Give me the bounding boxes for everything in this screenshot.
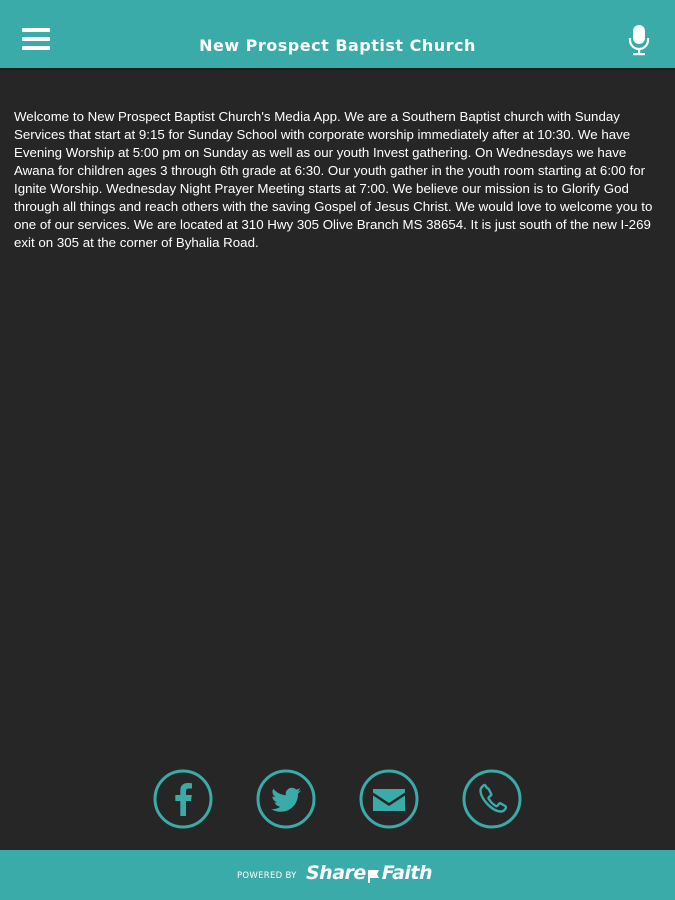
page-title: New Prospect Baptist Church: [199, 36, 476, 55]
footer-bar: [0, 850, 675, 900]
facebook-icon[interactable]: [153, 769, 213, 829]
powered-by-label: POWERED BY: [237, 871, 297, 881]
twitter-icon[interactable]: [256, 769, 316, 829]
email-icon[interactable]: [359, 769, 419, 829]
welcome-text: Welcome to New Prospect Baptist Church's Media App. We are a Southern Baptist church with Sunday Services that start at 9:15 for Sunday School with corporate worship immediately after at 10:30. We have Evening Worship at 5:00 pm on Sunday as well as our youth Invest gathering. On Wednesdays we have Awana for children ages 3 through 6th grade at 6:30. Our youth gather in the youth room starting at 6:00 for Ignite Worship. Wednesday Night Prayer Meeting starts at 7:00. We believe our mission is to Glorify God through all things and reach others with the saving Gospel of Jesus Christ. We would love to welcome you to one of our services. We are located at 310 Hwy 305 Olive Branch MS 38654. It is just south of the new I-269 exit on 305 at the corner of Byhalia Road.: [14, 109, 653, 250]
top-app-bar: [0, 0, 675, 70]
brand-share-text: Share: [306, 862, 366, 884]
brand-faith-text: Faith: [381, 862, 433, 884]
flag-icon: [367, 866, 381, 880]
social-buttons: [0, 769, 675, 831]
microphone-icon[interactable]: [627, 24, 651, 56]
sharefaith-logo[interactable]: [306, 862, 432, 884]
phone-icon[interactable]: [462, 769, 522, 829]
